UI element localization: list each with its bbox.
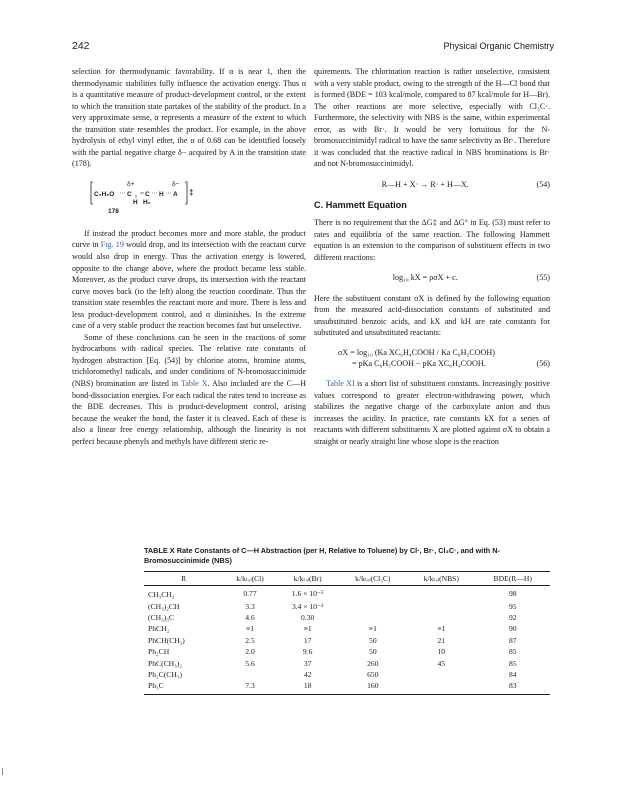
cell bbox=[407, 612, 475, 623]
table-row bbox=[144, 586, 550, 601]
paragraph-substituent: Here the substituent constant σX is defined by the following equation from the measured acid-dissociation constants of substituted and unsubstituted benzoic acids, and kX and kH are rate constants for substituted and unsubstituted reactants: bbox=[314, 293, 550, 338]
cell: ≡1 bbox=[368, 624, 377, 634]
text: . Also included are the C—H bond-dissociation energies. For each radical the rates tend to increase as the BDE decreases. This is product-development control, arising because the weaker the bond, the faster it is cleaved. Each of these is also a linear free energy relationship, although the linearity is not perfect because phenyls and methyls have different steric re- bbox=[72, 379, 306, 446]
equation-55-formula: log₁₀ kX = ρσX + c. bbox=[392, 273, 458, 283]
cell: 3.3 bbox=[245, 601, 255, 611]
table-row bbox=[144, 612, 550, 623]
table-row bbox=[144, 680, 550, 694]
cell bbox=[407, 669, 475, 680]
cell bbox=[339, 600, 408, 611]
cell: 3.4 × 10⁻³ bbox=[291, 601, 324, 611]
equation-56-number: (56) bbox=[536, 359, 550, 369]
reagent-a: A bbox=[173, 190, 178, 198]
table-xi-link[interactable]: Table XI bbox=[326, 379, 355, 389]
cell: 98 bbox=[508, 588, 517, 598]
cell: ≡1 bbox=[245, 624, 255, 634]
methylene-carbon: C bbox=[145, 190, 150, 198]
left-column bbox=[72, 66, 306, 447]
cell: 2.5 bbox=[245, 635, 255, 645]
cell: PhCH(CH₃) bbox=[148, 635, 185, 645]
equation-56 bbox=[338, 347, 550, 370]
table-row bbox=[144, 623, 550, 634]
col-header: BDE(R—H) bbox=[475, 572, 550, 586]
table-caption: TABLE X Rate Constants of C—H Abstraction (per H, Relative to Toluene) by Cl·, Br·, Cl₃C·, and with N-Bromosuccinimide (NBS) bbox=[144, 546, 500, 565]
paragraph-alpha: selection for thermodynamic favorability. If α is near 1, then the thermodynamic stabilities fully influence the activation energy. Thus α is a quantitative measure of product-development control, or the extent to which the transition state partakes of the stability of the product. In a very approximate sense, α represents a measure of the extent to which the transition state resembles the product. For example, in the above hydrolysis of ethyl vinyl ether, the α of 0.68 can be identified loosely with the partial negative charge δ− acquired by A in the transition state (178). bbox=[72, 67, 306, 169]
cell: PhC(CH₃)₂ bbox=[148, 658, 182, 668]
equation-54 bbox=[314, 179, 550, 191]
cell bbox=[407, 586, 475, 601]
rate-constants-table bbox=[144, 571, 550, 695]
delta-plus: δ+ bbox=[127, 180, 135, 188]
cell: 50 bbox=[369, 647, 377, 657]
cell: 2.0 bbox=[245, 647, 255, 657]
text: is a short list of substituent constants. Increasingly positive values correspond to greater electron-withdrawing power, which stabilizes the negative charge of the carboxylate anion and thus increases the acidity. In practice, rate constants kX for a series of reactants with different substituents X are plotted against σX to obtain a straight or nearly straight line whose slope is the reaction bbox=[314, 379, 550, 446]
delta-minus: δ− bbox=[172, 180, 180, 188]
col-header: k/kₜₒₗ(Br) bbox=[277, 572, 339, 586]
cell: ≡1 bbox=[303, 624, 312, 634]
cell: 84 bbox=[508, 669, 517, 679]
cell: 85 bbox=[508, 658, 517, 668]
equation-55-number: (55) bbox=[536, 273, 550, 283]
text: would drop, and its intersection with the reactant curve would also drop in energy. Thus the activation energy is lowered, opposite to the change above, where the product became less stable. Moreover, as the product curve drops, its intersection with the reactant curve moves back (to the left) along the reaction coordinate. Thus the transition state resembles the reactant more and more. There is less and less product-development control, and α diminishes. In the extreme case of a very stable product the reaction becomes fast but unselective. bbox=[72, 240, 306, 331]
cell: 5.6 bbox=[245, 658, 255, 668]
cell bbox=[407, 600, 475, 611]
page-number: 242 bbox=[72, 40, 90, 52]
transition-state-structure bbox=[90, 174, 306, 218]
cell: 160 bbox=[339, 680, 408, 694]
compound-number: 178 bbox=[108, 207, 119, 215]
cell: Ph₃C bbox=[144, 680, 223, 694]
carbon-atom: C bbox=[127, 190, 132, 198]
table-row bbox=[144, 657, 550, 668]
hydrogen-atom: H bbox=[133, 198, 138, 206]
cell: 87 bbox=[508, 635, 517, 645]
paragraph-table-xi bbox=[314, 378, 550, 447]
cell: 42 bbox=[303, 669, 312, 679]
table-x bbox=[144, 546, 550, 695]
cell: 9.6 bbox=[302, 647, 313, 657]
cell: 17 bbox=[303, 635, 312, 645]
cell: 650 bbox=[367, 669, 379, 679]
col-header: k/kₜₒₗ(Cl₃C) bbox=[339, 572, 408, 586]
cell: 85 bbox=[508, 647, 517, 657]
ethoxy-group: C₂H₅O bbox=[94, 190, 115, 198]
cell bbox=[223, 669, 277, 680]
equation-55 bbox=[314, 272, 550, 284]
cell bbox=[339, 612, 408, 623]
col-header: R bbox=[144, 572, 223, 586]
cell: 10 bbox=[437, 647, 446, 657]
right-column bbox=[314, 66, 550, 447]
table-header-row bbox=[144, 572, 550, 586]
cell: 37 bbox=[303, 658, 312, 668]
cell bbox=[339, 586, 408, 601]
cell: 50 bbox=[369, 635, 377, 645]
col-header: k/kₜₒₗ(Cl) bbox=[223, 572, 277, 586]
cell: CH₃CH₂ bbox=[148, 590, 175, 600]
equation-56-line2-row bbox=[338, 358, 550, 370]
running-title: Physical Organic Chemistry bbox=[443, 41, 554, 51]
cell: 7.3 bbox=[223, 680, 277, 694]
cell: Ph₂C(CH₃) bbox=[148, 669, 182, 679]
cell: (CH₃)₃C bbox=[148, 612, 174, 622]
text: If instead the product becomes more and more stable, the product curve in bbox=[72, 228, 306, 250]
col-header: k/kₜₒₗ(NBS) bbox=[407, 572, 475, 586]
section-heading: C. Hammett Equation bbox=[314, 200, 407, 211]
table-row bbox=[144, 646, 550, 657]
cell: (CH₃)₂CH bbox=[148, 601, 180, 611]
cell bbox=[407, 680, 475, 694]
cell: ≡1 bbox=[437, 624, 446, 634]
double-dagger: ‡ bbox=[189, 187, 194, 197]
fig-19-link[interactable]: Fig. 19 bbox=[100, 240, 124, 250]
paragraph-chlorination: quirements. The chlorination reaction is rather unselective, consistent with a very stable product, owing to the strength of the H—Cl bond that is formed (BDE = 103 kcal/mole, compared to 87 kcal/mole for H—Br). The other reactions are more selective, especially with Cl₃C·. Furthermore, the selectivity with NBS is the same, within experimental error, as with Br·. It would be very fortuitous for the N-bromosuccinimidyl radical to have the same selectivity as Br·. Therefore it was concluded that the reactive radical in NBS brominations is Br· and not N-bromosuccinimidyl. bbox=[314, 67, 550, 169]
cell: 18 bbox=[277, 680, 339, 694]
cell: 92 bbox=[508, 612, 517, 622]
cell: Ph₂CH bbox=[148, 647, 170, 657]
table-row bbox=[144, 635, 550, 646]
equation-54-number: (54) bbox=[536, 179, 550, 189]
table-row bbox=[144, 669, 550, 680]
cell: 4.6 bbox=[245, 612, 255, 622]
cell: 0.77 bbox=[243, 588, 257, 598]
cell: 0.30 bbox=[301, 612, 315, 622]
equation-54-formula: R—H + X· → R· + H—X. bbox=[381, 179, 469, 189]
paragraph-hammett: There is no requirement that the ΔG‡ and ΔG° in Eq. (53) must refer to rates and equilibria of the same reaction. The following Hammett equation is an extension to the comparison of substituent effects in two different reactions: bbox=[314, 218, 550, 262]
cell: 95 bbox=[508, 601, 517, 611]
scan-edge-mark bbox=[2, 768, 3, 775]
cell: PhCH₂ bbox=[148, 624, 170, 634]
h2-label: H₂ bbox=[143, 198, 151, 206]
equation-56-line1: σX = log₁₀ (Ka XC₆H₄COOH / Ka C₆H₅COOH) bbox=[338, 347, 495, 357]
equation-56-line2: = pKa C₆H₅COOH − pKa XC₆H₄COOH. bbox=[352, 359, 486, 369]
paragraph-hydrocarbons bbox=[72, 332, 306, 447]
cell: 1.6 × 10⁻⁵ bbox=[291, 588, 324, 598]
paragraph-stable-product bbox=[72, 228, 306, 332]
transferring-hydrogen: H bbox=[159, 190, 164, 198]
cell: 45 bbox=[437, 658, 446, 668]
cell: 83 bbox=[475, 680, 550, 694]
text: Some of these conclusions can be seen in the reactions of some hydrocarbons with radical species. The relative rate constants of hydrogen abstraction [Eq. (54)] by chlorine atoms, bromine atoms, trichloromethyl radicals, and under conditions of N-bromosuccinimide (NBS) bromination are listed in bbox=[72, 332, 306, 389]
cell: 260 bbox=[367, 658, 379, 668]
cell: 21 bbox=[437, 635, 446, 645]
cell: 90 bbox=[508, 624, 517, 634]
table-x-link[interactable]: Table X bbox=[180, 379, 208, 389]
table-row bbox=[144, 600, 550, 611]
